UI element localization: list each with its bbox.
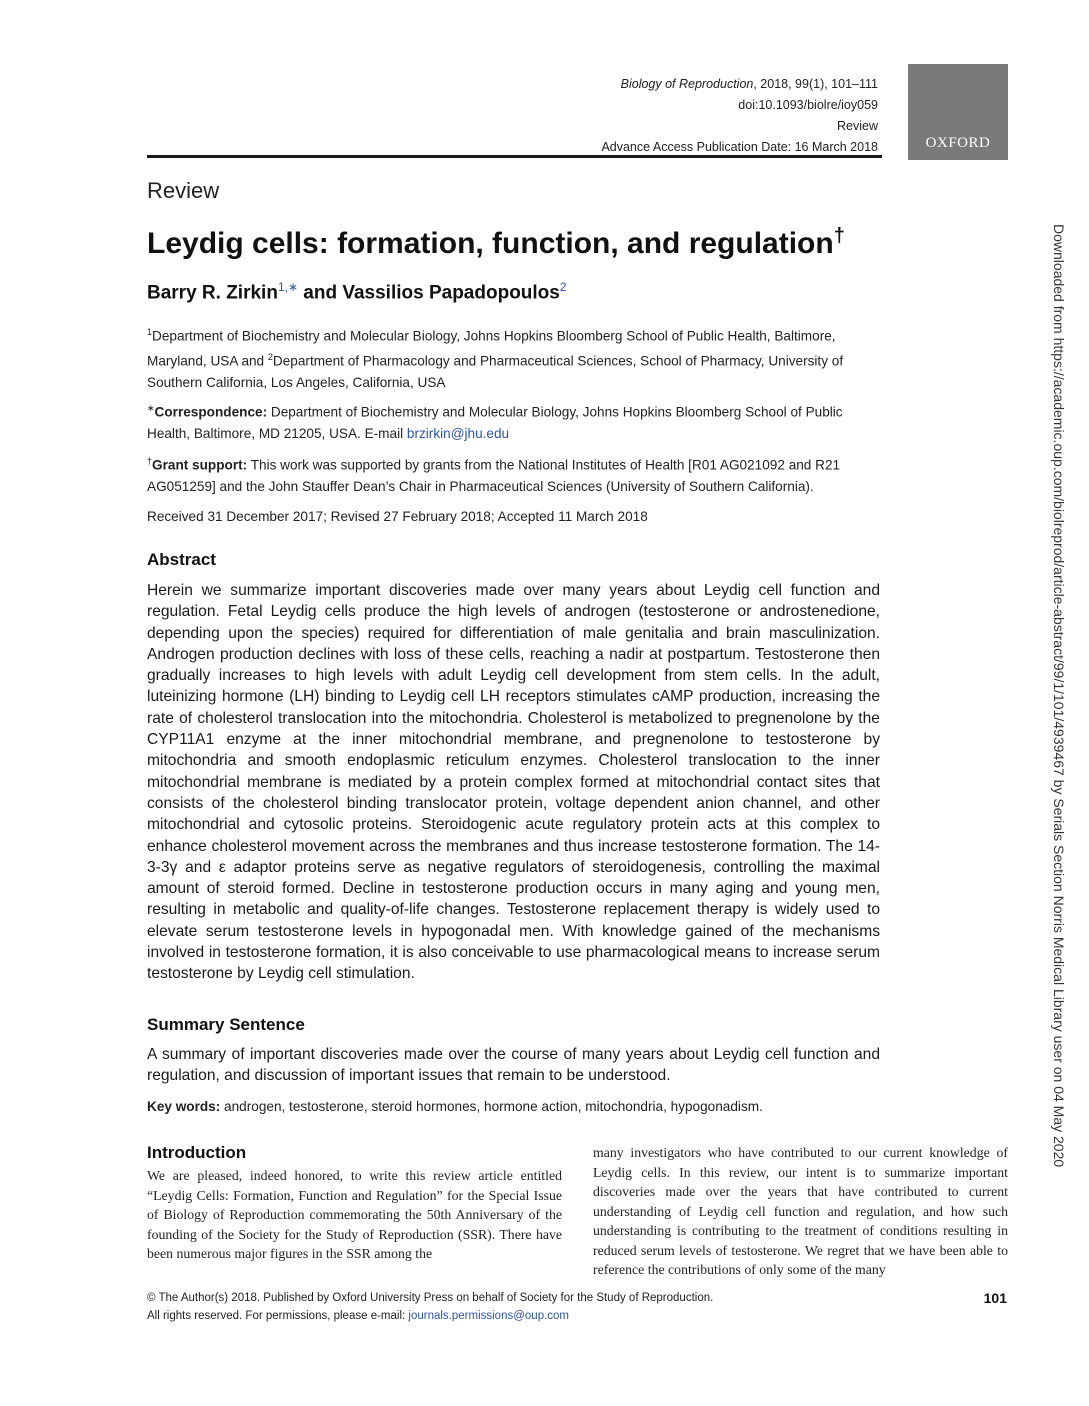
- affiliation-1: Department of Biochemistry and Molecular Biology, Johns Hopkins Bloomberg School of Public Health, Baltimore, Maryland, USA and: [147, 328, 836, 369]
- aff-sup-1: 1: [147, 327, 153, 337]
- article-type: Review: [837, 119, 878, 133]
- abstract-heading: Abstract: [147, 550, 216, 569]
- aff-sup-2: 2: [267, 352, 273, 363]
- download-sidebar-text: Downloaded from https://academic.oup.com/biolreprod/article-abstract/99/1/101/4939467 by Serials Section Norris Medical Library user on 04 May 2020: [1051, 224, 1067, 1168]
- correspondence-mark: ∗: [147, 403, 155, 413]
- grant-mark: †: [147, 456, 153, 466]
- affiliation-2: Department of Pharmacology and Pharmaceutical Sciences, School of Pharmacy, University of Southern California, Los Angeles, California, USA: [147, 353, 844, 391]
- correspondence-text: Department of Biochemistry and Molecular Biology, Johns Hopkins Bloomberg School of Public Health, Baltimore, MD 21205, USA. E-mail: [147, 404, 843, 442]
- oxford-logo-text: OXFORD: [925, 135, 991, 151]
- section-label: Review: [147, 178, 220, 203]
- grant-text: This work was supported by grants from the National Institutes of Health [R01 AG021092 and R21 AG051259] and the John Stauffer Dean’s Chair in Pharmaceutical Sciences (University of Southern California).: [147, 457, 841, 495]
- oxford-logo: [908, 64, 1008, 160]
- permissions-email-link[interactable]: journals.permissions@oup.com: [408, 1310, 570, 1322]
- correspondence-email-link[interactable]: brzirkin@jhu.edu: [406, 426, 510, 442]
- keywords: [147, 1099, 882, 1114]
- article-title-text: Leydig cells: formation, function, and regulation: [147, 227, 834, 260]
- summary-text: A summary of important discoveries made over the course of many years about Leydig cell function and regulation, and discussion of important issues that remain to be understood.: [147, 1046, 880, 1085]
- keywords-label: Key words:: [147, 1099, 221, 1114]
- intro-column-right: many investigators who have contributed to our current knowledge of Leydig cells. In this review, our intent is to summarize important discoveries made over the years that have contributed to current understanding of Leydig cell function and regulation, and how such understanding is contributing to the treatment of conditions resulting in reduced serum levels of testosterone. We regret that we have been able to reference the contributions of only some of the many: [593, 1145, 1008, 1277]
- grant-label: Grant support:: [152, 457, 248, 473]
- article-title: [147, 225, 845, 261]
- header-rule: [147, 155, 882, 158]
- article-dates: Received 31 December 2017; Revised 27 February 2018; Accepted 11 March 2018: [147, 509, 648, 524]
- doi[interactable]: doi:10.1093/biolre/ioy059: [738, 98, 878, 112]
- author-list: [147, 280, 567, 304]
- copyright-line: © The Author(s) 2018. Published by Oxford University Press on behalf of Society for the Study of Reproduction.: [147, 1292, 714, 1304]
- summary-heading: Summary Sentence: [147, 1015, 305, 1034]
- page-number: 101: [983, 1290, 1007, 1306]
- author-connector: and: [298, 282, 343, 304]
- author-papadopoulos-sup[interactable]: 2: [559, 280, 567, 294]
- journal-name: Biology of Reproduction: [620, 77, 754, 91]
- download-sidebar: [1043, 224, 1071, 1184]
- title-dagger: †: [833, 225, 845, 247]
- abstract-text: Herein we summarize important discoveries made over many years about Leydig cell function and regulation. Fetal Leydig cells produce the high levels of androgen (testosterone or androstenedione, depending upon the species) required for differentiation of male genitalia and brain masculinization. Androgen production declines with loss of these cells, reaching a nadir at postpartum. Testosterone then gradually increases to high levels with adult Leydig cell development from stem cells. In the adult, luteinizing hormone (LH) binding to Leydig cell LH receptors stimulates cAMP production, increasing the rate of cholesterol translocation into the mitochondria. Cholesterol is metabolized to pregnenolone by the CYP11A1 enzyme at the inner mitochondrial membrane, and pregnenolone to testosterone by mitochondria and smooth endoplasmic reticulum enzymes. Cholesterol translocation to the inner mitochondrial membrane is mediated by a protein complex formed at mitochondrial contact sites that consists of the cholesterol binding translocator protein, voltage dependent anion channel, and other mitochondrial and cytosolic proteins. Steroidogenic acute regulatory protein acts at this complex to enhance cholesterol movement across the membranes and thus increase testosterone formation. The 14-3-3γ and ε adaptor proteins serve as negative regulators of steroidogenesis, controlling the maximal amount of steroid formed. Decline in testosterone production occurs in many aging and young men, resulting in metabolic and quality-of-life changes. Testosterone replacement therapy is widely used to elevate serum testosterone levels in hypogonadal men. With knowledge gained of the mechanisms involved in testosterone formation, it is also conceivable to use pharmacological means to increase serum testosterone by Leydig cell stimulation.: [147, 582, 880, 983]
- journal-citation: [458, 74, 878, 94]
- author-zirkin-sup[interactable]: 1,∗: [277, 280, 298, 294]
- rights-line: [147, 1310, 569, 1322]
- introduction-heading: Introduction: [147, 1143, 247, 1162]
- rights-text: All rights reserved. For permissions, please e-mail:: [147, 1310, 409, 1322]
- author-papadopoulos[interactable]: Vassilios Papadopoulos: [342, 282, 560, 304]
- affiliations: [147, 322, 882, 394]
- publication-date: Advance Access Publication Date: 16 March 2018: [601, 140, 878, 154]
- correspondence: [147, 398, 882, 445]
- citation-details: , 2018, 99(1), 101–111: [753, 77, 878, 91]
- keywords-text: androgen, testosterone, steroid hormones, hormone action, mitochondria, hypogonadism.: [220, 1099, 763, 1114]
- grant-support: [147, 451, 882, 498]
- correspondence-label: Correspondence:: [154, 404, 268, 420]
- intro-column-left: We are pleased, indeed honored, to write this review article entitled “Leydig Cells: Formation, Function and Regulation” for the Special Issue of Biology of Reproduction commemorating the 50th Anniversary of the founding of the Society for the Study of Reproduction (SSR). There have been numerous major figures in the SSR among the: [147, 1168, 562, 1261]
- author-zirkin[interactable]: Barry R. Zirkin: [147, 282, 278, 304]
